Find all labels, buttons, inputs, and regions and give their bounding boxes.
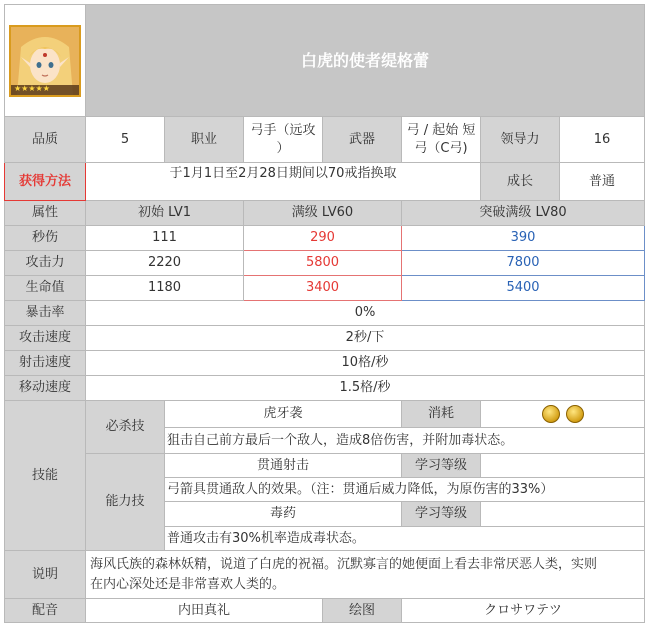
stat-initial: 2220 [86, 251, 244, 276]
rarity-stars: ★★★★★ [14, 83, 50, 93]
ability2-name: 毒药 [165, 502, 402, 527]
quality-label: 品质 [5, 117, 86, 163]
obtain-label: 获得方法 [5, 163, 86, 201]
special-skill-name: 虎牙袭 [165, 401, 402, 428]
special-skill-label: 必杀技 [86, 401, 165, 454]
quality-value: 5 [86, 117, 165, 163]
stat-max: 290 [244, 226, 402, 251]
weapon-label: 武器 [323, 117, 402, 163]
cost-label: 消耗 [402, 401, 481, 428]
learn-level-label: 学习等级 [402, 454, 481, 478]
stat-awaken: 390 [402, 226, 645, 251]
stat-label: 攻击力 [5, 251, 86, 276]
growth-label: 成长 [481, 163, 560, 201]
character-name: 白虎的使者缇格蕾 [86, 5, 645, 117]
voice-label: 配音 [5, 599, 86, 623]
stat-initial: 111 [86, 226, 244, 251]
learn-level-value [481, 502, 645, 527]
stat-label: 秒伤 [5, 226, 86, 251]
leadership-value: 16 [560, 117, 645, 163]
stat-awaken: 7800 [402, 251, 645, 276]
character-table [4, 4, 645, 623]
description-text [86, 551, 645, 599]
skills-label: 技能 [5, 401, 86, 551]
attr-label: 属性 [5, 201, 86, 226]
cost-value [481, 401, 645, 428]
growth-value: 普通 [560, 163, 645, 201]
art-label: 绘图 [323, 599, 402, 623]
ability1-desc: 弓箭具贯通敌人的效果。（注：贯通后威力降低，为原伤害的33%） [165, 478, 645, 502]
avatar-cell [5, 5, 86, 117]
job-value-line2: ） [276, 140, 290, 156]
move-speed-value: 1.5格/秒 [86, 376, 645, 401]
coin-icon [542, 405, 560, 423]
voice-value: 内田真礼 [86, 599, 323, 623]
stat-max: 5800 [244, 251, 402, 276]
weapon-value-line2: 弓（C弓) [414, 140, 468, 156]
col-max: 满级 LV60 [244, 201, 402, 226]
stat-row [5, 226, 645, 251]
description-line1: 海风氏族的森林妖精，说道了白虎的祝福。沉默寡言的她便面上看去非常厌恶人类，实则 [90, 556, 598, 572]
art-value: クロサワテツ [402, 599, 645, 623]
description-label: 说明 [5, 551, 86, 599]
stat-row [5, 251, 645, 276]
job-value-line1: 弓手（远攻 [250, 122, 316, 138]
ability1-name: 贯通射击 [165, 454, 402, 478]
weapon-value-line1: 弓 / 起始 短 [406, 122, 476, 138]
weapon-value [402, 117, 481, 163]
stat-row [5, 276, 645, 301]
col-initial: 初始 LV1 [86, 201, 244, 226]
leadership-label: 领导力 [481, 117, 560, 163]
col-awaken: 突破满级 LV80 [402, 201, 645, 226]
description-line2: 在内心深处还是非常喜欢人类的。 [90, 576, 286, 592]
stat-label: 生命值 [5, 276, 86, 301]
stat-initial: 1180 [86, 276, 244, 301]
crit-value: 0% [86, 301, 645, 326]
special-skill-desc: 狙击自己前方最后一个敌人，造成8倍伤害，并附加毒状态。 [165, 428, 645, 454]
atk-speed-value: 2秒/下 [86, 326, 645, 351]
stat-awaken: 5400 [402, 276, 645, 301]
job-label: 职业 [165, 117, 244, 163]
coin-icon [566, 405, 584, 423]
obtain-value: 于1月1日至2月28日期间以70戒指换取 [86, 163, 481, 201]
character-portrait[interactable] [9, 25, 81, 97]
job-value [244, 117, 323, 163]
ability-skill-label: 能力技 [86, 454, 165, 551]
learn-level-label: 学习等级 [402, 502, 481, 527]
move-speed-label: 移动速度 [5, 376, 86, 401]
stat-max: 3400 [244, 276, 402, 301]
crit-label: 暴击率 [5, 301, 86, 326]
shot-speed-value: 10格/秒 [86, 351, 645, 376]
learn-level-value [481, 454, 645, 478]
shot-speed-label: 射击速度 [5, 351, 86, 376]
ability2-desc: 普通攻击有30%机率造成毒状态。 [165, 527, 645, 551]
atk-speed-label: 攻击速度 [5, 326, 86, 351]
